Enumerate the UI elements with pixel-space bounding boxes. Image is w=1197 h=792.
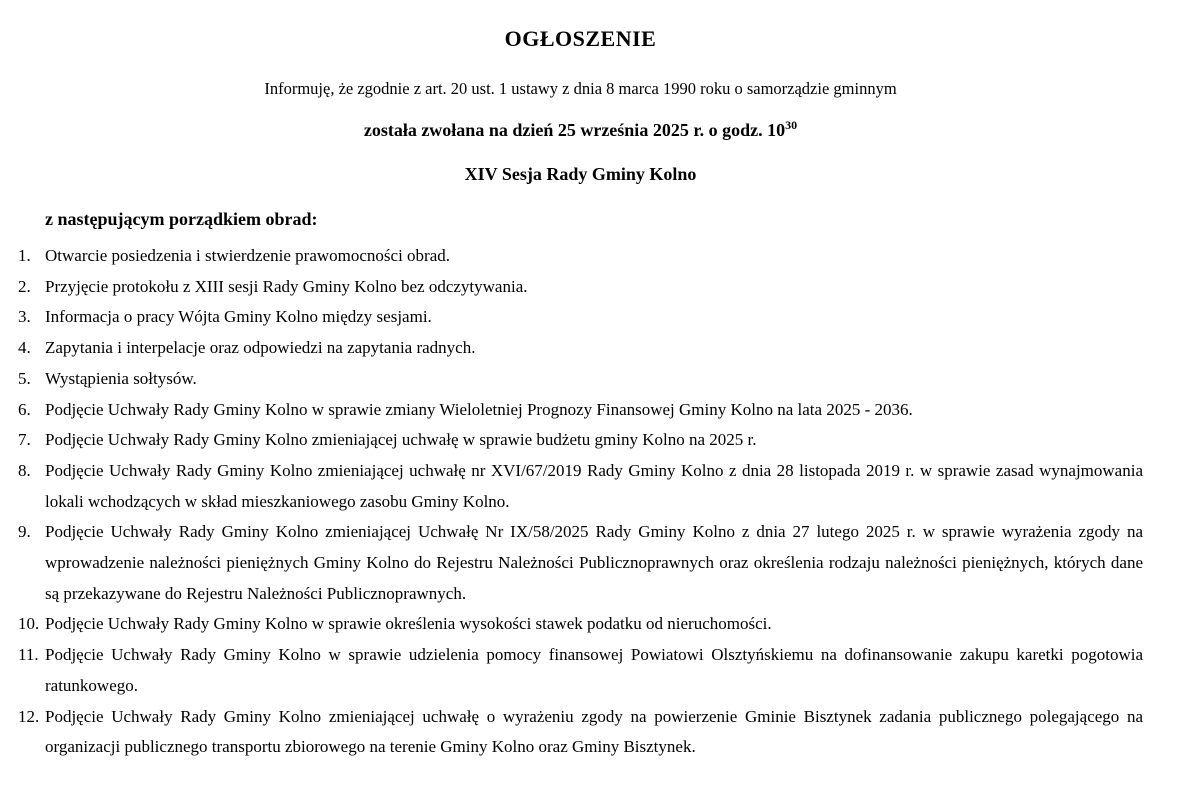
agenda-item-number: 10. <box>18 614 40 634</box>
agenda-item-text: Podjęcie Uchwały Rady Gminy Kolno zmieniającej uchwałę nr XVI/67/2019 Rady Gminy Kolno z dnia 28 listopada 2019 r. w sprawie zasad wynajmowania lokali wchodzących w skład mieszkaniowego zasobu Gminy Kolno. <box>45 460 1143 511</box>
agenda-item-number: 6. <box>18 399 31 419</box>
agenda-item <box>18 395 1143 426</box>
agenda-item-number: 9. <box>18 522 31 542</box>
session-datetime-text: została zwołana na dzień 25 września 2025 r. o godz. 10 <box>363 120 786 140</box>
agenda-item <box>18 241 1143 272</box>
session-time-superscript: 30 <box>785 118 798 132</box>
agenda-item-text: Podjęcie Uchwały Rady Gminy Kolno zmieniającej uchwałę w sprawie budżetu gminy Kolno na 2025 r. <box>45 430 757 450</box>
agenda-item <box>18 456 1143 517</box>
agenda-item-number: 2. <box>18 276 31 296</box>
agenda-item-text: Otwarcie posiedzenia i stwierdzenie prawomocności obrad. <box>45 246 451 265</box>
document-title: OGŁOSZENIE <box>504 26 657 51</box>
agenda-list <box>18 241 1143 763</box>
agenda-item-number: 5. <box>18 368 31 388</box>
agenda-item-text: Podjęcie Uchwały Rady Gminy Kolno w sprawie udzielenia pomocy finansowej Powiatowi Olsztyńskiemu na dofinansowanie zakupu karetki pogotowia ratunkowego. <box>45 645 1143 695</box>
agenda-item-text: Podjęcie Uchwały Rady Gminy Kolno zmieniającej uchwałę o wyrażeniu zgody na powierzenie Gminie Bisztynek zadania publicznego polegającego na organizacji publicznego transportu zbiorowego na terenie Gminy Kolno oraz Gminy Bisztynek. <box>45 706 1143 757</box>
agenda-item-text: Wystąpienia sołtysów. <box>45 368 197 388</box>
agenda-item <box>18 609 1143 640</box>
agenda-item <box>18 272 1143 303</box>
agenda-item <box>18 517 1143 609</box>
agenda-item-number: 12. <box>18 706 40 726</box>
agenda-item-number: 3. <box>18 307 31 327</box>
agenda-item-text: Przyjęcie protokołu z XIII sesji Rady Gminy Kolno bez odczytywania. <box>45 276 528 296</box>
announcement-document <box>0 26 1197 792</box>
agenda-item-number: 8. <box>18 460 31 480</box>
agenda-item-number: 4. <box>18 338 31 358</box>
agenda-item <box>18 364 1143 395</box>
agenda-item <box>18 702 1143 763</box>
agenda-item-number: 1. <box>18 246 31 265</box>
agenda-item-text: Zapytania i interpelacje oraz odpowiedzi na zapytania radnych. <box>45 338 476 358</box>
agenda-item <box>18 333 1143 364</box>
agenda-item <box>18 640 1143 701</box>
agenda-item-number: 7. <box>18 430 31 450</box>
agenda-item-text: Informacja o pracy Wójta Gminy Kolno między sesjami. <box>45 307 432 327</box>
agenda-item-text: Podjęcie Uchwały Rady Gminy Kolno zmieniającej Uchwałę Nr IX/58/2025 Rady Gminy Kolno z dnia 27 lutego 2025 r. w sprawie wyrażenia zgody na wprowadzenie należności pieniężnych Gminy Kolno do Rejestru Należności Publicznoprawnych oraz określenia rodzaju należności pieniężnych, których dane są przekazywane do Rejestru Należności Publicznoprawnych. <box>45 522 1143 603</box>
agenda-item-text: Podjęcie Uchwały Rady Gminy Kolno w sprawie określenia wysokości stawek podatku od nieruchomości. <box>45 614 772 634</box>
agenda-item <box>18 302 1143 333</box>
agenda-item-text: Podjęcie Uchwały Rady Gminy Kolno w sprawie zmiany Wieloletniej Prognozy Finansowej Gminy Kolno na lata 2025 - 2036. <box>45 399 913 419</box>
session-name: XIV Sesja Rady Gminy Kolno <box>464 164 697 184</box>
intro-line: Informuję, że zgodnie z art. 20 ust. 1 ustawy z dnia 8 marca 1990 roku o samorządzie gminnym <box>264 79 897 98</box>
session-datetime-line <box>18 120 1143 141</box>
agenda-item <box>18 425 1143 456</box>
agenda-item-number: 11. <box>18 645 39 665</box>
agenda-heading: z następującym porządkiem obrad: <box>45 209 318 229</box>
